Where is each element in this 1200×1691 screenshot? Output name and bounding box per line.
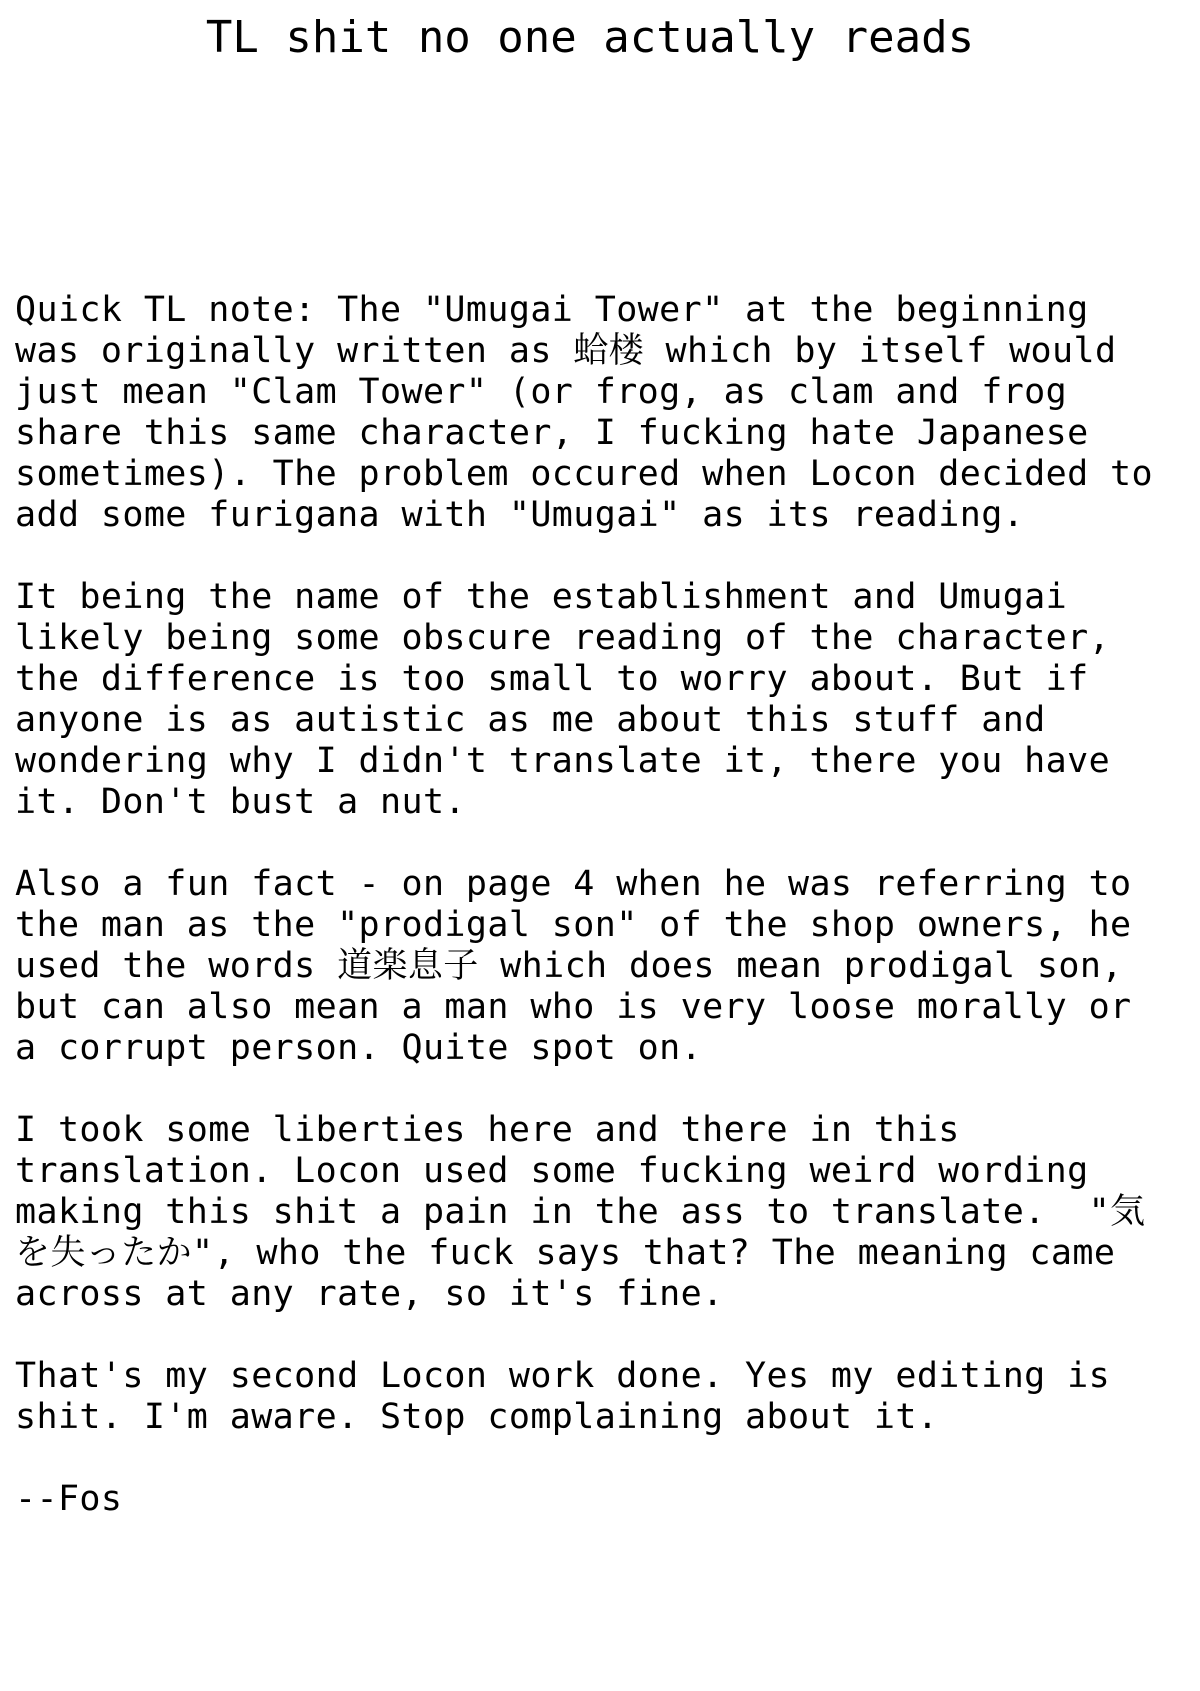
text-line: making this shit a pain in the ass to translate. "気 <box>15 1192 1146 1232</box>
text-line: a corrupt person. Quite spot on. <box>15 1028 703 1068</box>
text-line: was originally written as 蛤楼 which by itself would <box>15 331 1117 371</box>
text-line: shit. I'm aware. Stop complaining about it. <box>15 1397 939 1437</box>
text-line: just mean "Clam Tower" (or frog, as clam and frog <box>15 372 1068 412</box>
text-line: It being the name of the establishment and Umugai <box>15 577 1068 617</box>
note-paragraph-umugai-tower <box>15 290 1190 536</box>
text-line: likely being some obscure reading of the character, <box>15 618 1111 658</box>
signature-text: --Fos <box>15 1479 123 1519</box>
signature <box>15 1479 1190 1520</box>
text-line: used the words 道楽息子 which does mean prodigal son, <box>15 946 1123 986</box>
text-line: Quick TL note: The "Umugai Tower" at the beginning <box>15 290 1089 330</box>
text-line: I took some liberties here and there in this <box>15 1110 960 1150</box>
note-paragraph-prodigal-son <box>15 864 1190 1069</box>
note-paragraph-liberties <box>15 1110 1190 1315</box>
text-line: translation. Locon used some fucking weird wording <box>15 1151 1089 1191</box>
page-title: TL shit no one actually reads <box>205 12 975 63</box>
note-paragraph-establishment-name <box>15 577 1190 823</box>
text-line: sometimes). The problem occured when Locon decided to <box>15 454 1154 494</box>
text-line: across at any rate, so it's fine. <box>15 1274 724 1314</box>
text-line: add some furigana with "Umugai" as its reading. <box>15 495 1025 535</box>
text-line: Also a fun fact - on page 4 when he was referring to <box>15 864 1132 904</box>
translator-note-body <box>15 290 1190 1561</box>
text-line: wondering why I didn't translate it, there you have <box>15 741 1111 781</box>
text-line: anyone is as autistic as me about this stuff and <box>15 700 1046 740</box>
text-line: but can also mean a man who is very loose morally or <box>15 987 1132 1027</box>
text-line: the man as the "prodigal son" of the shop owners, he <box>15 905 1132 945</box>
text-line: the difference is too small to worry about. But if <box>15 659 1089 699</box>
text-line: share this same character, I fucking hate Japanese <box>15 413 1089 453</box>
text-line: it. Don't bust a nut. <box>15 782 466 822</box>
note-paragraph-second-work <box>15 1356 1190 1438</box>
text-line: That's my second Locon work done. Yes my editing is <box>15 1356 1111 1396</box>
text-line: を失ったか", who the fuck says that? The meaning came <box>15 1233 1116 1273</box>
